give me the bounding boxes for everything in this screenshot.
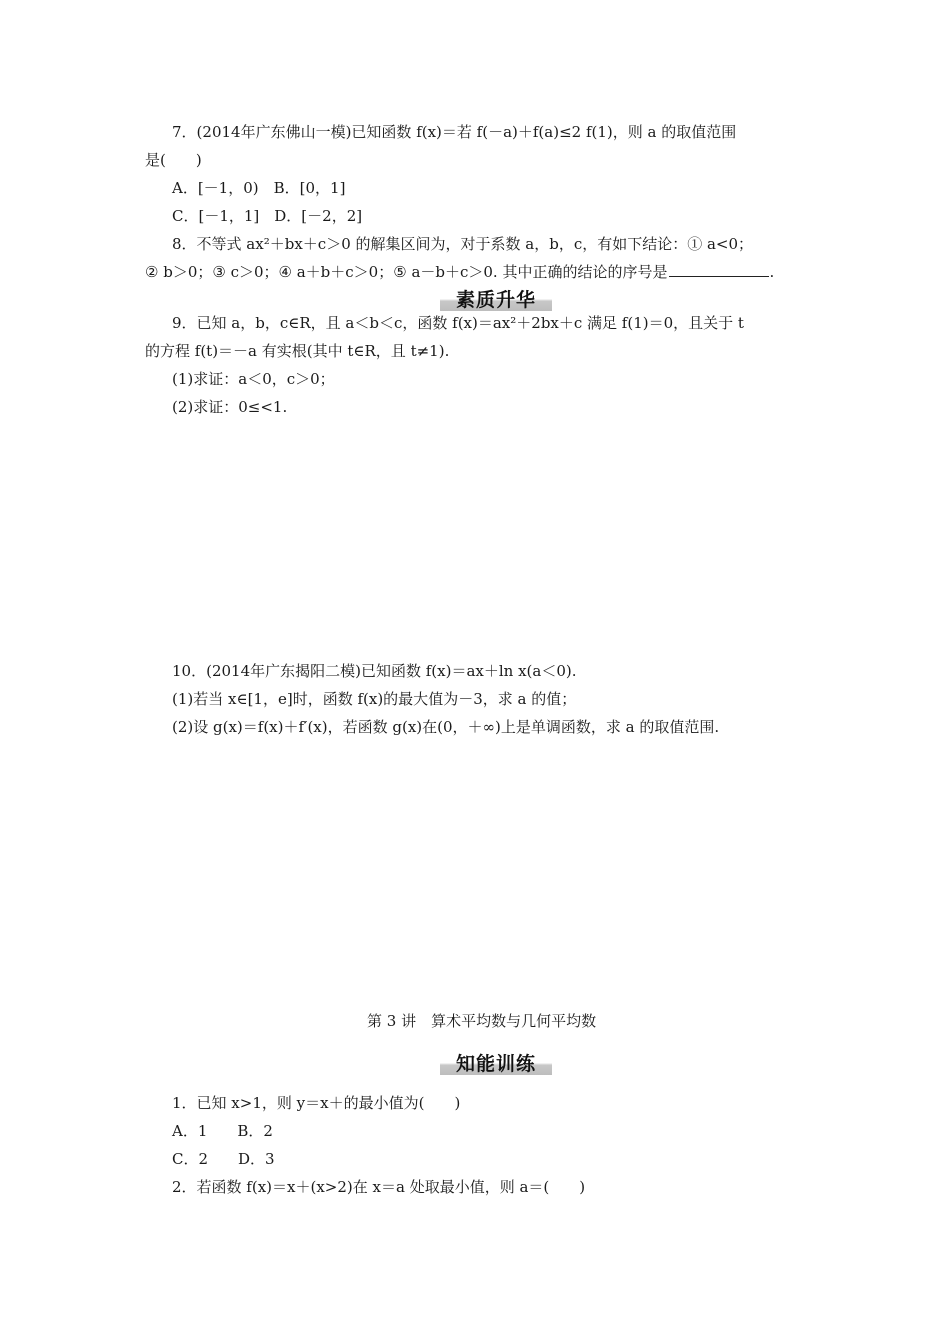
q8-stem: 8．不等式 ax²＋bx＋c＞0 的解集区间为，对于系数 a，b，c，有如下结论：① a<0； bbox=[172, 235, 754, 253]
p1-options-cd: C．2 D．3 bbox=[172, 1150, 275, 1168]
q8-stem-cont bbox=[145, 262, 774, 282]
q8-stem-end: . bbox=[769, 263, 775, 281]
q8-answer-blank bbox=[669, 262, 769, 277]
q9-stem-cont: 的方程 f(t)＝－a 有实根(其中 t∈R，且 t≠1). bbox=[145, 342, 450, 360]
q10-part1: (1)若当 x∈[1，e]时，函数 f(x)的最大值为－3，求 a 的值； bbox=[172, 690, 577, 708]
p2-stem: 2．若函数 f(x)＝x＋(x>2)在 x＝a 处取最小值，则 a＝( ) bbox=[172, 1178, 586, 1196]
section-banner-suzhi: 素质升华 bbox=[440, 289, 552, 311]
q9-part2: (2)求证：0≤<1. bbox=[172, 398, 288, 416]
p1-stem: 1．已知 x>1，则 y＝x＋的最小值为( ) bbox=[172, 1094, 461, 1112]
q9-stem: 9．已知 a，b，c∈R，且 a＜b＜c，函数 f(x)＝ax²＋2bx＋c 满足 f(1)＝0，且关于 t bbox=[172, 314, 744, 332]
section-banner-zhineng: 知能训练 bbox=[440, 1053, 552, 1075]
q10-part2: (2)设 g(x)＝f(x)＋f′(x)，若函数 g(x)在(0，＋∞)上是单调函数，求 a 的取值范围. bbox=[172, 718, 720, 736]
q8-stem-text: ② b＞0；③ c＞0；④ a＋b＋c＞0；⑤ a－b＋c＞0. 其中正确的结论的序号是 bbox=[145, 263, 668, 281]
q9-part1: (1)求证：a＜0，c＞0； bbox=[172, 370, 335, 388]
q10-stem: 10．(2014年广东揭阳二模)已知函数 f(x)＝ax＋ln x(a＜0). bbox=[172, 662, 577, 680]
q7-stem-cont: 是( ) bbox=[145, 151, 202, 169]
q7-stem: 7．(2014年广东佛山一模)已知函数 f(x)＝若 f(－a)＋f(a)≤2 f(1)，则 a 的取值范围 bbox=[172, 123, 737, 141]
q7-options-cd: C．[－1，1] D．[－2，2] bbox=[172, 207, 363, 225]
q7-options-ab: A．[－1，0) B．[0，1] bbox=[172, 179, 346, 197]
p1-options-ab: A．1 B．2 bbox=[172, 1122, 273, 1140]
lecture-title: 第 3 讲 算术平均数与几何平均数 bbox=[367, 1012, 597, 1030]
